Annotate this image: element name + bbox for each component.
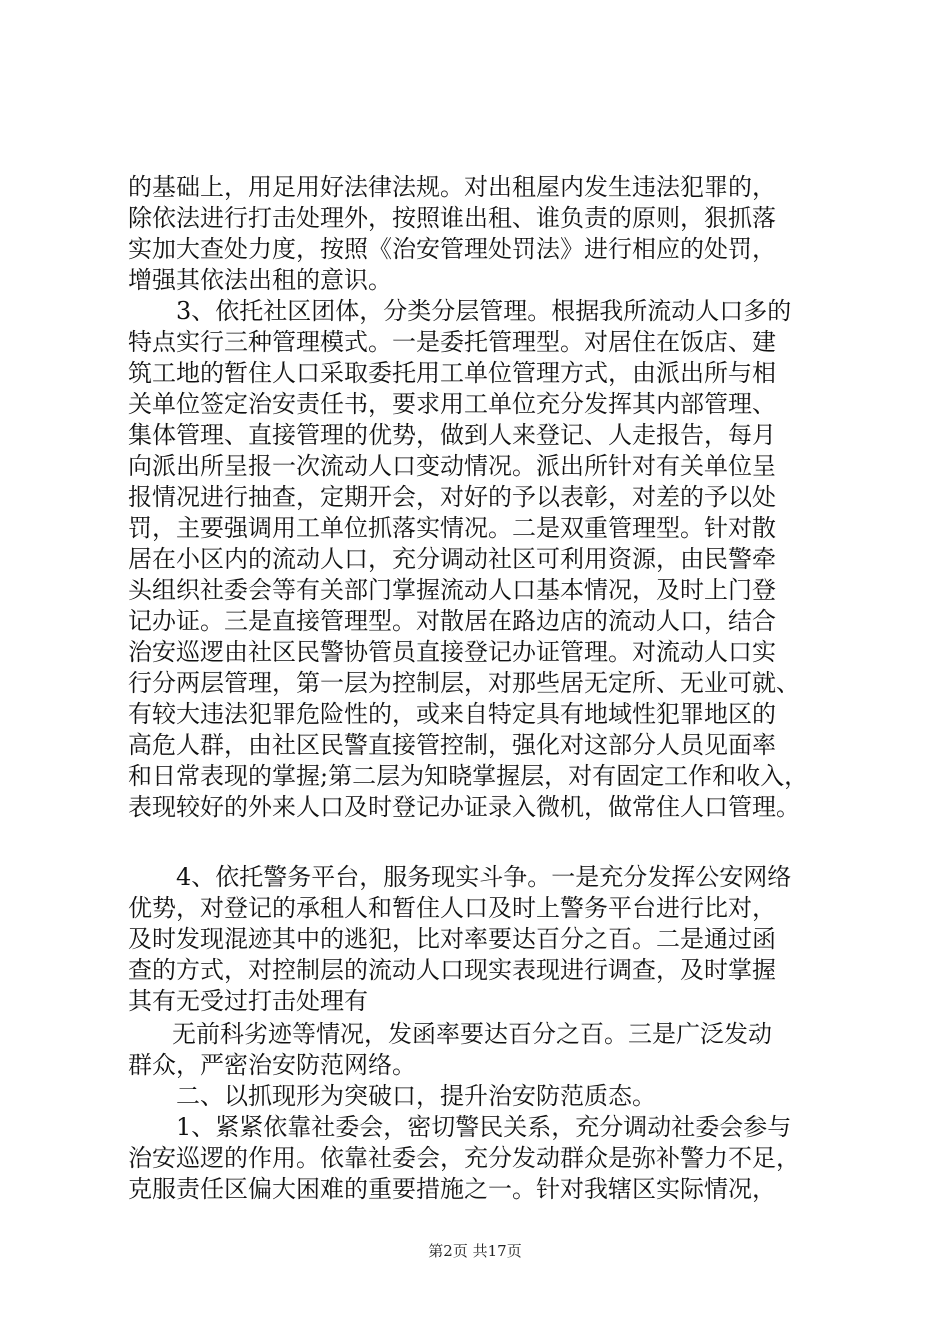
- text-line: 无前科劣迹等情况，发函率要达百分之百。三是广泛发动: [172, 1020, 772, 1048]
- text-line: 表现较好的外来人口及时登记办证录入微机，做常住人口管理。: [128, 793, 800, 821]
- section-heading: 二、以抓现形为突破口，提升治安防范质态。: [176, 1082, 656, 1110]
- text-line: 向派出所呈报一次流动人口变动情况。派出所针对有关单位呈: [128, 452, 776, 480]
- page-footer: 第2页 共17页: [428, 1242, 522, 1260]
- text-line: 和日常表现的掌握;第二层为知晓掌握层，对有固定工作和收入，: [128, 762, 809, 790]
- text-line: 4、依托警务平台，服务现实斗争。一是充分发挥公安网络: [176, 863, 792, 891]
- text-line: 的基础上，用足用好法律法规。对出租屋内发生违法犯罪的，: [128, 173, 776, 201]
- text-line: 及时发现混迹其中的逃犯，比对率要达百分之百。二是通过函: [128, 925, 776, 953]
- text-line: 1、紧紧依靠社委会，密切警民关系，充分调动社委会参与: [176, 1113, 792, 1141]
- text-line: 治安巡逻由社区民警协管员直接登记办证管理。对流动人口实: [128, 638, 776, 666]
- text-line: 优势，对登记的承租人和暂住人口及时上警务平台进行比对，: [128, 894, 776, 922]
- text-line: 行分两层管理，第一层为控制层，对那些居无定所、无业可就、: [128, 669, 800, 697]
- text-line: 记办证。三是直接管理型。对散居在路边店的流动人口，结合: [128, 607, 776, 635]
- text-line: 头组织社委会等有关部门掌握流动人口基本情况，及时上门登: [128, 576, 776, 604]
- text-line: 筑工地的暂住人口采取委托用工单位管理方式，由派出所与相: [128, 359, 776, 387]
- text-line: 罚，主要强调用工单位抓落实情况。二是双重管理型。针对散: [128, 514, 776, 542]
- text-line: 3、依托社区团体，分类分层管理。根据我所流动人口多的: [176, 297, 792, 325]
- text-line: 克服责任区偏大困难的重要措施之一。针对我辖区实际情况，: [128, 1175, 776, 1203]
- text-line: 治安巡逻的作用。依靠社委会，充分发动群众是弥补警力不足，: [128, 1144, 800, 1172]
- text-line: 集体管理、直接管理的优势，做到人来登记、人走报告，每月: [128, 421, 776, 449]
- text-line: 特点实行三种管理模式。一是委托管理型。对居住在饭店、建: [128, 328, 776, 356]
- text-line: 有较大违法犯罪危险性的，或来自特定具有地域性犯罪地区的: [128, 700, 776, 728]
- text-line: 查的方式，对控制层的流动人口现实表现进行调查，及时掌握: [128, 956, 776, 984]
- text-line: 实加大查处力度，按照《治安管理处罚法》进行相应的处罚，: [128, 235, 776, 263]
- text-line: 其有无受过打击处理有: [128, 987, 368, 1015]
- text-line: 除依法进行打击处理外，按照谁出租、谁负责的原则，狠抓落: [128, 204, 776, 232]
- text-line: 群众，严密治安防范网络。: [128, 1051, 416, 1079]
- text-line: 增强其依法出租的意识。: [128, 266, 392, 294]
- text-line: 居在小区内的流动人口，充分调动社区可利用资源，由民警牵: [128, 545, 776, 573]
- text-line: 关单位签定治安责任书，要求用工单位充分发挥其内部管理、: [128, 390, 776, 418]
- text-line: 报情况进行抽查，定期开会，对好的予以表彰，对差的予以处: [128, 483, 776, 511]
- text-line: 高危人群，由社区民警直接管控制，强化对这部分人员见面率: [128, 731, 776, 759]
